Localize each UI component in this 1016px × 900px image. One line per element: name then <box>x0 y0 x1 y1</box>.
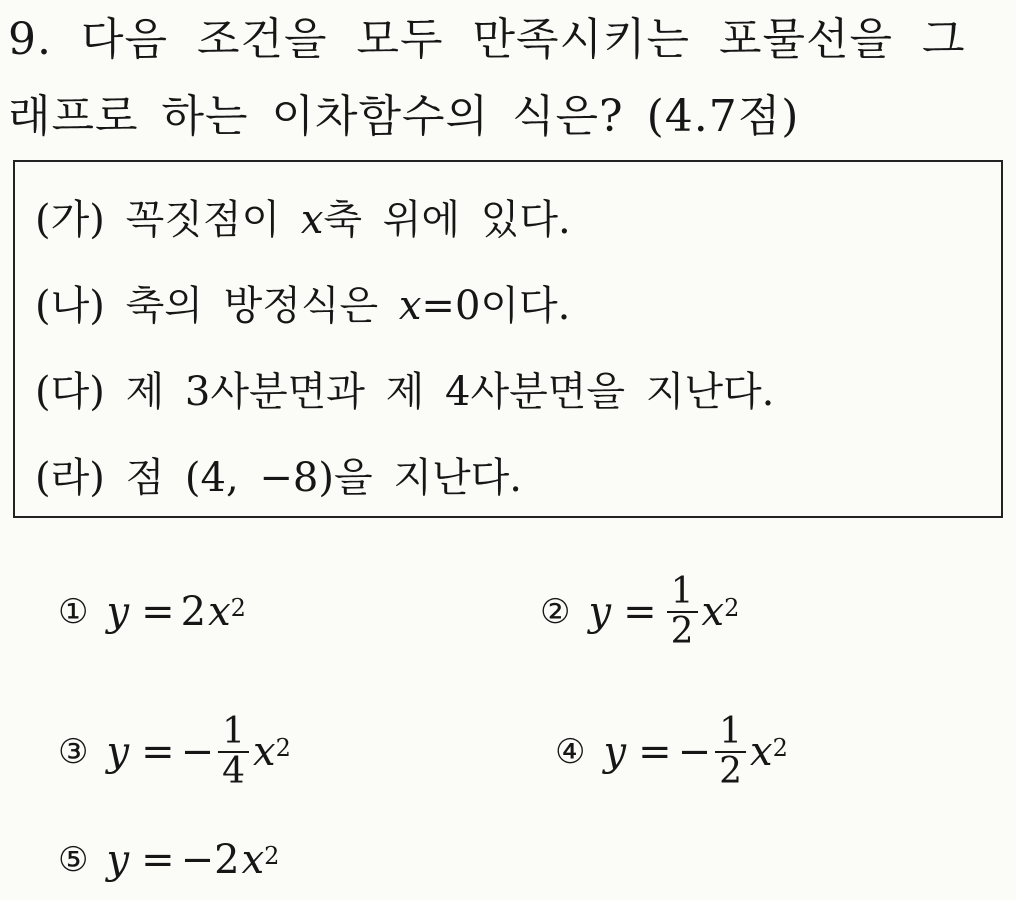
condition-text: 점 (4, −8)을 지난다. <box>125 455 522 501</box>
choice-equals: = <box>141 837 175 883</box>
fraction-denominator: 4 <box>222 751 246 792</box>
choice-sign: − <box>677 729 712 775</box>
choice-exponent: 2 <box>724 594 740 622</box>
fraction-numerator: 1 <box>715 713 746 753</box>
choice-2[interactable] <box>540 572 739 652</box>
choice-x: x <box>241 837 265 883</box>
choice-exponent: 2 <box>230 594 246 622</box>
choice-y: y <box>588 589 612 635</box>
choice-y: y <box>603 729 627 775</box>
condition-variable: x <box>300 197 324 243</box>
question-line-1: 9. 다음 조건을 모두 만족시키는 포물선을 그 <box>8 14 966 65</box>
fraction-denominator: 2 <box>719 751 743 792</box>
choice-y: y <box>106 729 130 775</box>
choice-number: ② <box>540 592 571 632</box>
choice-x: x <box>253 729 276 775</box>
choice-exponent: 2 <box>772 734 788 762</box>
choice-sign: − <box>180 837 215 883</box>
condition-na <box>35 283 571 329</box>
choice-number: ③ <box>58 732 89 772</box>
fraction-numerator: 1 <box>667 573 698 613</box>
choice-coefficient: 2 <box>180 589 207 635</box>
choice-number: ① <box>58 592 89 632</box>
choice-y: y <box>106 837 130 883</box>
choice-fraction <box>715 713 746 791</box>
fraction-denominator: 2 <box>670 611 694 652</box>
condition-label: (다) <box>35 369 105 415</box>
choice-equals: = <box>141 589 175 635</box>
condition-text: 꼭짓점이 <box>125 197 281 243</box>
choice-x: x <box>701 589 725 635</box>
choice-number: ⑤ <box>58 840 89 880</box>
choice-5[interactable] <box>58 820 279 900</box>
choice-equals: = <box>141 729 175 775</box>
condition-label: (나) <box>35 283 105 329</box>
choice-exponent: 2 <box>275 734 291 762</box>
choice-4[interactable] <box>555 712 788 792</box>
condition-text: 제 3사분면과 제 4사분면을 지난다. <box>125 369 775 415</box>
choice-x: x <box>750 729 773 775</box>
condition-ga <box>35 197 571 243</box>
condition-label: (가) <box>35 197 105 243</box>
conditions-box <box>13 160 1003 518</box>
condition-da <box>35 369 775 415</box>
choice-coefficient: 2 <box>214 837 240 883</box>
choice-x: x <box>208 589 231 635</box>
condition-text-after: =0이다. <box>421 283 571 329</box>
choice-fraction <box>667 573 698 651</box>
choice-equals: = <box>638 729 672 775</box>
fraction-numerator: 1 <box>218 713 249 753</box>
condition-variable: x <box>398 283 422 329</box>
condition-ra <box>35 455 522 501</box>
choice-number: ④ <box>555 732 586 772</box>
choice-sign: − <box>180 729 215 775</box>
choice-y: y <box>106 589 130 635</box>
choice-1[interactable] <box>58 572 246 652</box>
condition-text: 축의 방정식은 <box>125 283 379 329</box>
choice-exponent: 2 <box>264 842 280 870</box>
condition-text-after: 축 위에 있다. <box>323 197 571 243</box>
choice-equals: = <box>623 589 657 635</box>
question-line-2: 래프로 하는 이차함수의 식은? (4.7점) <box>8 91 800 142</box>
condition-label: (라) <box>35 455 105 501</box>
choice-fraction <box>218 713 249 791</box>
choice-3[interactable] <box>58 712 291 792</box>
